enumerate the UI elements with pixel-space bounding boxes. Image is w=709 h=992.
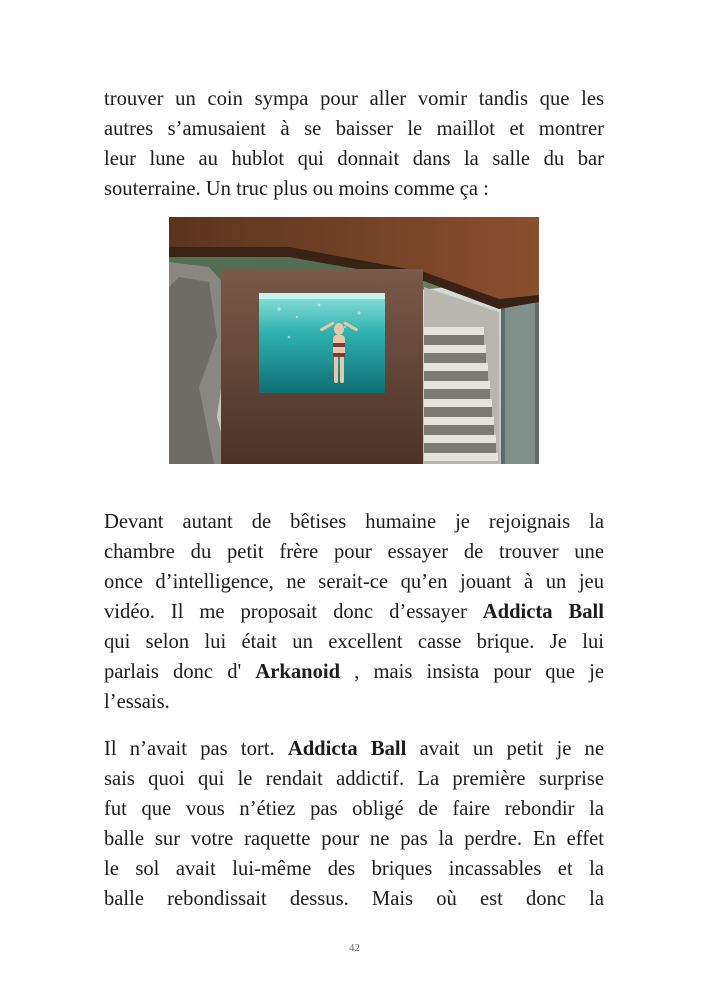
text-line: Devant autant de bêtises humaine je rejoignais la xyxy=(104,511,604,533)
text-line: trouver un coin sympa pour aller vomir tandis que les xyxy=(104,88,604,110)
text-line: qui selon lui était un excellent casse brique. Je lui xyxy=(104,631,604,653)
game-title-addicta-ball: Addicta Ball xyxy=(482,601,605,623)
pool-window-photo xyxy=(169,217,539,464)
pool-window-image xyxy=(169,217,539,464)
text-line: autres s’amusaient à se baisser le maillot et montrer xyxy=(104,118,604,140)
game-title-arkanoid: Arkanoid xyxy=(255,661,341,683)
text-line: l’essais. xyxy=(104,691,170,713)
paragraph-2 xyxy=(104,507,604,717)
paragraph-3 xyxy=(104,734,604,914)
text-line: balle rebondissait dessus. Mais où est donc la xyxy=(104,888,604,910)
text-run: parlais donc d' xyxy=(104,661,256,683)
text-line xyxy=(104,734,604,764)
text-line: balle sur votre raquette pour ne pas la perdre. En effet xyxy=(104,828,604,850)
game-title-addicta-ball: Addicta Ball xyxy=(287,738,407,760)
text-line: fut que vous n’étiez pas obligé de faire rebondir la xyxy=(104,798,604,820)
text-line: leur lune au hublot qui donnait dans la salle du bar xyxy=(104,148,604,170)
page-number: 42 xyxy=(349,942,360,954)
text-run: avait un petit je ne xyxy=(406,738,604,760)
text-run: Il n’avait pas tort. xyxy=(104,738,288,760)
text-line: sais quoi qui le rendait addictif. La première surprise xyxy=(104,768,604,790)
text-run: vidéo. Il me proposait donc d’essayer xyxy=(104,601,483,623)
paragraph-1 xyxy=(104,84,604,204)
text-line: once d’intelligence, ne serait-ce qu’en jouant à un jeu xyxy=(104,571,604,593)
text-line xyxy=(104,597,604,627)
text-run: , mais insista pour que je xyxy=(340,661,604,683)
text-line: le sol avait lui-même des briques incassables et la xyxy=(104,858,604,880)
text-line: souterraine. Un truc plus ou moins comme ça : xyxy=(104,178,489,200)
text-line xyxy=(104,657,604,687)
text-line: chambre du petit frère pour essayer de trouver une xyxy=(104,541,604,563)
